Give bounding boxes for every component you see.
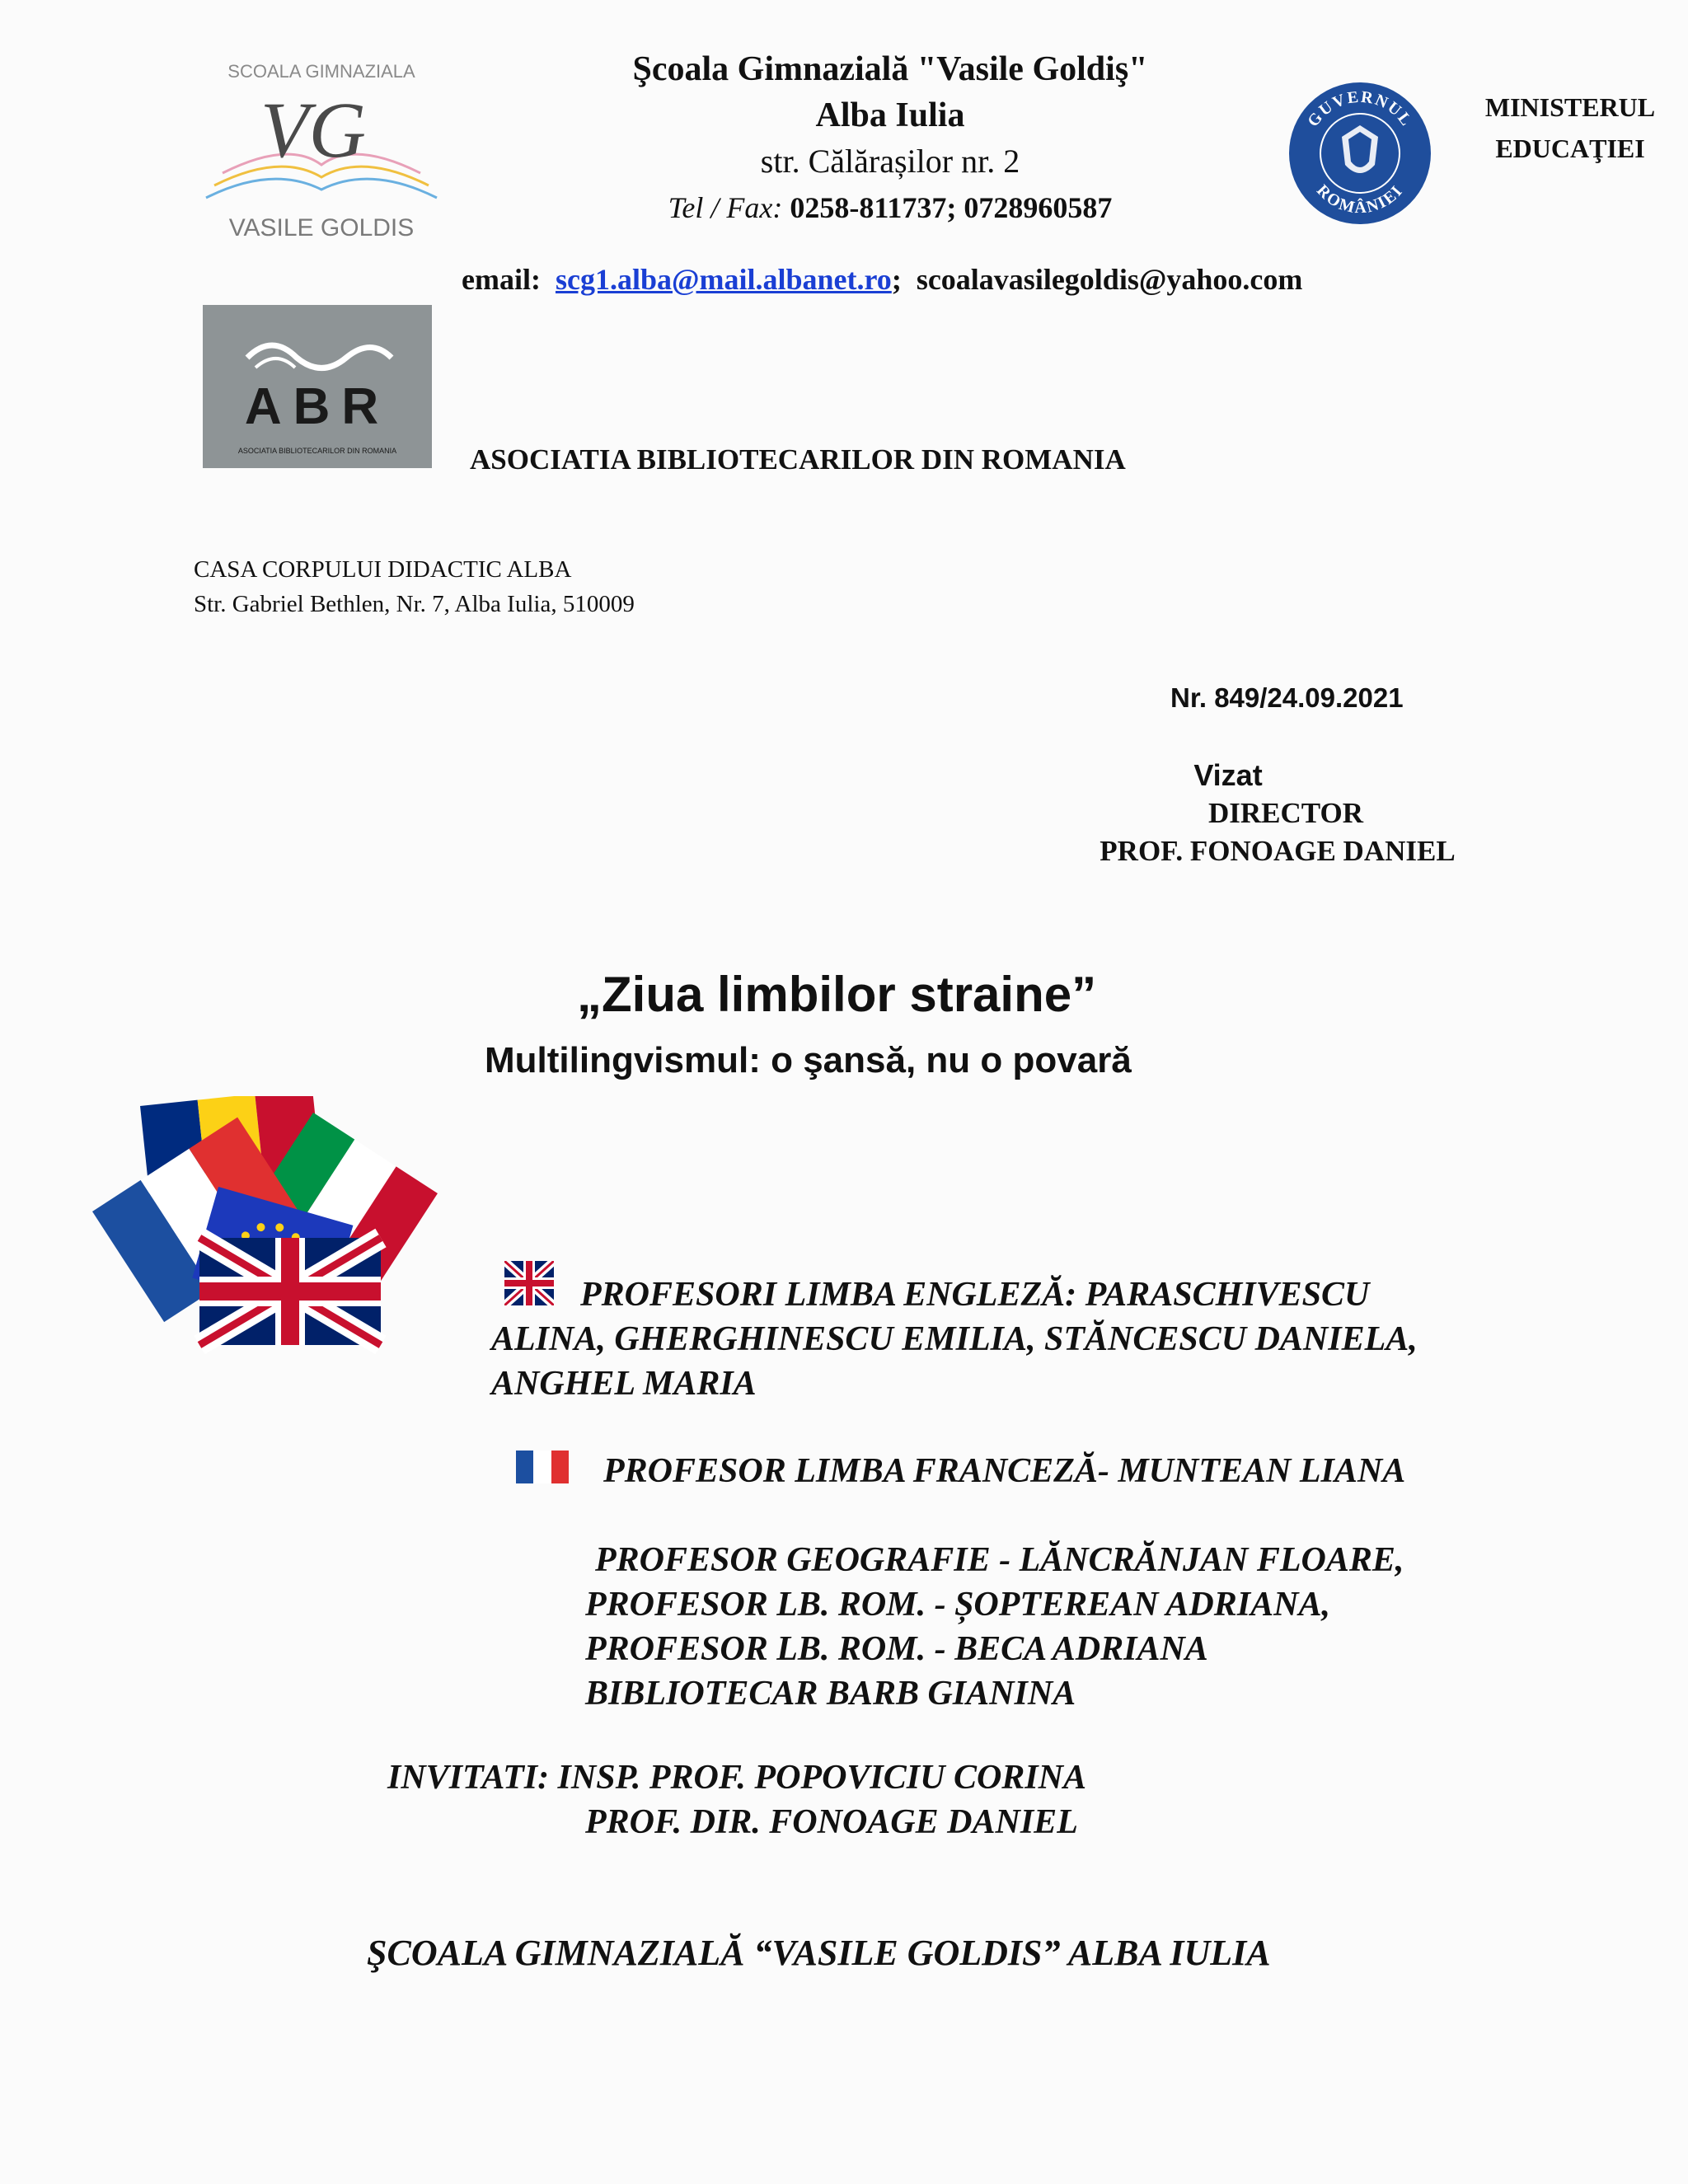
school-name: Şcoala Gimnazială "Vasile Goldiş": [632, 50, 1148, 88]
school-phone: [528, 185, 1253, 231]
event-subtitle: Multilingvismul: o şansă, nu o povară: [485, 1040, 1132, 1080]
svg-text:ROMÂNIEI: ROMÂNIEI: [1313, 180, 1407, 218]
french-teacher-line: PROFESOR LIMBA FRANCEZĂ- MUNTEAN LIANA: [603, 1452, 1406, 1490]
abr-title: ASOCIATIA BIBLIOTECARILOR DIN ROMANIA: [470, 443, 1126, 476]
government-seal: [1286, 79, 1434, 227]
director-name: PROF. FONOAGE DANIEL: [1100, 835, 1456, 867]
romanian-teacher-line-1: PROFESOR LB. ROM. - ȘOPTEREAN ADRIANA,: [585, 1586, 1330, 1624]
footer-school-name: ŞCOALA GIMNAZIALĂ “VASILE GOLDIS” ALBA IULIA: [367, 1933, 1271, 1973]
email-label: email:: [462, 263, 541, 296]
phone-label: Tel / Fax:: [668, 191, 783, 224]
svg-text:GUVERNUL: GUVERNUL: [1304, 87, 1416, 131]
event-title: „Ziua limbilor straine”: [577, 967, 1097, 1022]
school-logo-monogram: VG: [260, 86, 366, 174]
approval-block: [1055, 757, 1500, 870]
school-address-block: [528, 46, 1253, 231]
english-teachers-line-2: ALINA, GHERGHINESCU EMILIA, STĂNCESCU DANIELA,: [491, 1320, 1418, 1358]
phone-value: 0258-811737; 0728960587: [790, 191, 1113, 224]
email-primary-link[interactable]: scg1.alba@mail.albanet.ro: [555, 263, 892, 296]
abr-logo-text: ABR: [244, 378, 391, 435]
ccd-address: Str. Gabriel Bethlen, Nr. 7, Alba Iulia, 510009: [194, 591, 635, 617]
school-logo: [190, 49, 453, 255]
school-city: Alba Iulia: [815, 96, 965, 134]
school-street: str. Călărașilor nr. 2: [760, 143, 1020, 180]
vizat-label: Vizat: [1193, 758, 1263, 792]
email-secondary: scoalavasilegoldis@yahoo.com: [916, 263, 1303, 296]
school-logo-top-text: SCOALA GIMNAZIALA: [227, 61, 415, 82]
director-title: DIRECTOR: [1207, 797, 1363, 829]
ministry-name: [1459, 87, 1681, 169]
email-line: [462, 262, 1302, 297]
ccd-name: CASA CORPULUI DIDACTIC ALBA: [194, 556, 572, 583]
school-logo-bottom-text: VASILE GOLDIS: [228, 214, 415, 241]
french-flag-icon: [516, 1451, 569, 1483]
librarian-line: BIBLIOTECAR BARB GIANINA: [585, 1675, 1076, 1713]
guests-line-1: INVITATI: INSP. PROF. POPOVICIU CORINA: [387, 1759, 1086, 1797]
geography-teacher-line: PROFESOR GEOGRAFIE - LĂNCRĂNJAN FLOARE,: [595, 1541, 1404, 1579]
ccd-block: [194, 552, 635, 621]
document-number: Nr. 849/24.09.2021: [1170, 682, 1404, 713]
email-separator: ;: [891, 263, 902, 296]
flags-collage-image: [91, 1096, 470, 1360]
english-teachers-line-1: PROFESORI LIMBA ENGLEZĂ: PARASCHIVESCU: [580, 1276, 1370, 1314]
romanian-teacher-line-2: PROFESOR LB. ROM. - BECA ADRIANA: [585, 1630, 1208, 1668]
english-teachers-line-3: ANGHEL MARIA: [491, 1365, 757, 1403]
ministry-line-2: EDUCAŢIEI: [1495, 134, 1645, 163]
guests-line-2: PROF. DIR. FONOAGE DANIEL: [585, 1803, 1078, 1841]
abr-logo-subtext: ASOCIATIA BIBLIOTECARILOR DIN ROMANIA: [237, 447, 397, 455]
uk-flag-icon: [504, 1261, 554, 1305]
abr-logo: [198, 300, 437, 473]
ministry-line-1: MINISTERUL: [1484, 92, 1656, 122]
